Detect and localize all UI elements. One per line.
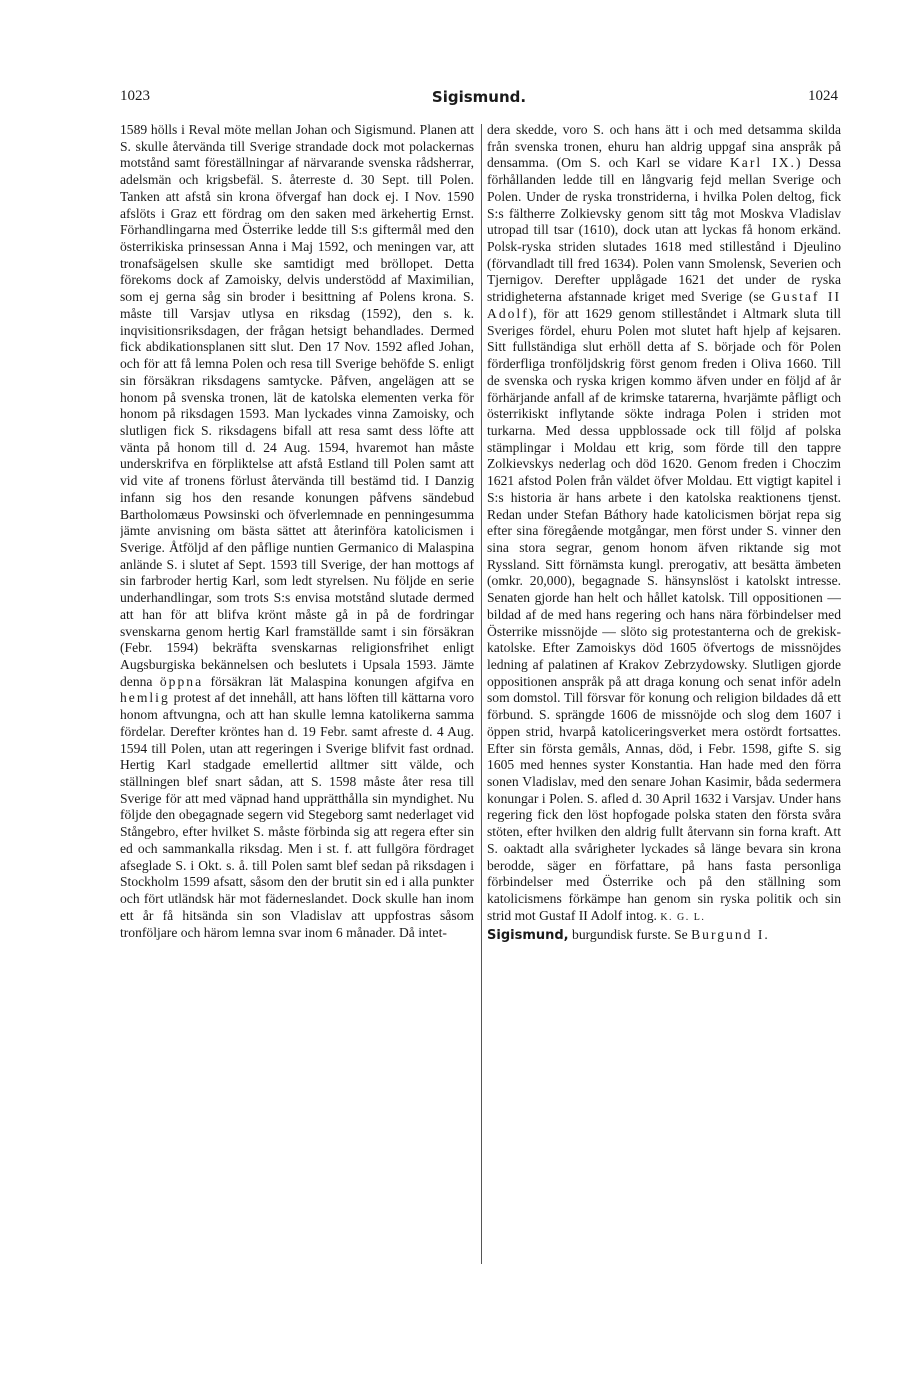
left-column [120, 122, 474, 1272]
text-run: försäkran lät Malaspina konungen afgifva en [210, 673, 474, 689]
text-run: ), för att 1629 genom stilleståndet i Altmark sluta till Sveriges fördel, ehuru Polen mot slutet haft hjelp af kejsaren. Sitt fullständiga slut erhöll detta af S. började och för Polen förderfliga tronföljdskrig först genom freden i Oliva 1660. Till de svenska och ryska krigen kommo äfven under en följd af år förhärjande anfall af de krimske tatarerna, hvarjämte påfligt och österrikiskt inflytande sökte indraga Polen i striden mot turkarna. Med dessa uppblossade ock till följd af polska stämplingar i Moldau ett krig, som förde till den tappre Zolkievskys nederlag och död 1620. Genom freden i Choczim 1621 afstod Polen från väldet öfver Moldau. Ett vigtigt kapitel i S:s historia är hans arbete i den katolska reaktionens tjenst. Redan under Stefan Báthory hade katolicismen börjat repa sig efter sina föregående motgångar, men först under S. vinner den sina stora segrar, genom honom äfven riktande sig mot Ryssland. Sitt förnämsta kungl. prerogativ, att besätta ämbeten (omkr. 20,000), begagnade S. hänsynslöst i katolskt intresse. Senaten gjorde han helt och hållet katolsk. Till oppositionen — bildad af de med hans regering och hans nära förbindelser med Österrike missnöjde — slöto sig protestanterna och de grekisk-katolske. Efter Zamoiskys död 1605 öfvertogs de missnöjdes ledning af palatinen af Krakov Zebrzydowsky. Slutligen gjorde oppositionen anspråk på att draga konung och senat inför adeln som domstol. Till försvar för konung och religion bildades då ett förbund. S. sprängde 1606 de missnöjde och slog dem 1607 i öppen strid, hvarpå katoliceringsverket mera ostördt fortsattes. Efter sin första gemåls, Annas, död, i Febr. 1598, gifte S. sig 1605 med hennes syster Konstantia. Han hade med den förra sonen Vladislav, med den senare Johan Kasimir, båda sedermera konungar i Polen. S. afled d. 30 April 1632 i Varsjav. Under hans regering fick den löst hopfogade polska staten den första svåra stöten, efter hvilken den aldrig fullt återvann sin forna kraft. Att S. oaktadt alla svårigheter lyckades så länge bevara sin krona berodde, säger en författare, på hans fasta personliga förbindelser med Österrike och på den ställning som katolicismens förkämpe han genom sin ryska politik och sin strid mot Gustaf II Adolf intog. [487, 305, 841, 923]
entry-text: burgundisk furste. Se [572, 926, 688, 942]
author-signature: K. G. L. [660, 911, 706, 923]
text-run: ) Dessa förhållanden ledde till en långvarig fejd mellan Sverige och Polen. Under de ryska tronstriderna, i hvilka Polen deltog, fick S:s fältherre Zolkievsky genom sitt tåg mot Moskva Vladislav utropad till tsar (1610), dock utan att lyckas få honom erkänd. Polsk-ryska striden slutades 1618 med stillestånd i Djeulino (förvandladt till fred 1634). Polen vann Smolensk, Severien och Tjernigov. Derefter upplågade 1621 det under de ryska stridigheterna afstannade kriget med Sverige (se [487, 155, 841, 305]
text-run: protest af det innehåll, att hans löften till kättarna voro honom aftvungna, och att han skulle lemna katolikerna samma fördelar. Derefter kröntes han d. 19 Febr. samt afreste d. 4 Aug. 1594 till Polen, utan att regeringen i Sverige blifvit fast ordnad. Hertig Karl stadgade emellertid alltmer sitt välde, och ställningen blef snart sådan, att S. 1598 måste åter resa till Sverige för att med väpnad hand upprätthålla sin myndighet. Nu följde den obegagnade segern vid Stegeborg samt nederlaget vid Stångebro, efter hvilket S. måste förbinda sig att regera efter sin ed och sammankalla riksdag. Men i st. f. att fullgöra fördraget afseglade S. i Okt. s. å. till Polen samt blef sedan på riksdagen i Stockholm 1599 afsatt, såsom den der brutit sin ed i alla punkter och fört utländsk här mot fäderneslandet. Dock skulle han inom ett år få hitsända sin son Vladislav att uppfostras såsom tronföljare och härom lemna svar inom 6 månader. Då intet- [120, 690, 474, 940]
text-run: dera skedde, voro S. och hans ätt i och med detsamma skilda från svenska tronen, ehuru han aldrig uppgaf sina anspråk på densamma. (Om S. och Karl se vidare [487, 122, 841, 171]
page-number-left: 1023 [120, 88, 150, 104]
cross-reference: Burgund I. [691, 926, 770, 942]
text-run: 1589 hölls i Reval möte mellan Johan och Sigismund. Planen att S. skulle återvända till Sverige strandade dock mot polackernas motstånd samt föreställningar af närvarande svenska rådsherrar, adelsmän och krigsbefäl. S. återreste d. 30 Sept. till Polen. Tanken att afstå sin krona öfvergaf han dock ej. I Nov. 1590 afslöts i Graz ett fördrag om den saken med ärkehertig Ernst. Förhandlingarna med Österrike ledde till S:s giftermål med den österrikiska prinsessan Anna i Maj 1592, och meningen var, att tronafsägelsen skulle ske samtidigt med bröllopet. Detta förekoms dock af Zamoisky, delvis understödd af Maximilian, som ej gerna såg sin broder i besittning af Polens krona. S. måste till Varsjav utlysa en riksdag (1592), den s. k. inqvisitionsriksdagen, der frågan hetsigt behandlades. Dermed fick abdikationsplanen sitt slut. Den 17 Nov. 1592 afled Johan, och för att få lemna Polen och resa till Sverige behöfde S. enligt sin försäkran riksdagens samtycke. Påfven, angelägen att se honom på svenska tronen, lät de katolska elementen verka för honom på riksdagen 1593. Man lyckades vinna Zamoisky, och slutligen fick S. riksdagens bifall att resa samt dess löfte att vänta på honom till d. 24 Aug. 1594, hvaremot han måste underskrifva en förpliktelse att afstå Estland till Polen samt att vid vite af tronens förlust återvända till bestämd tid. I Danzig infann sig hos den resande konungen påfvens sändebud Bartholomæus Powsinski och öfverlemnade en penningesumma jämte anvisning om bästa sättet att återinföra katolicismen i Sverige. Åtföljd af den påflige nuntien Germanico di Malaspina anlände S. i slutet af Sept. 1593 till Sverige, der han mottogs af sin farbroder hertig Karl, som ledt styrelsen. Nu följde en serie underhandlingar, som trots S:s envisa motstånd slutade dermed att han för att blifva krönt måste gå in på de fordringar svenskarna genom hertig Karl framställde samt i sin försäkran (Febr. 1594) bekräfta svenskarnas religionsfrihet enligt Augsburgiska bekännelsen och beslutets i Upsala 1593. Jämte denna [120, 122, 474, 689]
cross-reference: Karl IX. [729, 155, 796, 171]
right-column-text [487, 122, 841, 927]
spaced-word: öppna [159, 673, 204, 689]
cross-reference: Gustaf II Adolf [487, 289, 841, 321]
running-title: Sigismund. [431, 88, 527, 106]
page-header [120, 88, 838, 108]
column-divider [481, 124, 482, 1264]
left-column-text [120, 122, 474, 941]
spaced-word: hemlig [120, 690, 170, 706]
right-column [487, 122, 841, 1272]
page-number-right: 1024 [808, 88, 838, 104]
next-entry [487, 927, 841, 945]
entry-headword: Sigismund, [487, 927, 569, 943]
